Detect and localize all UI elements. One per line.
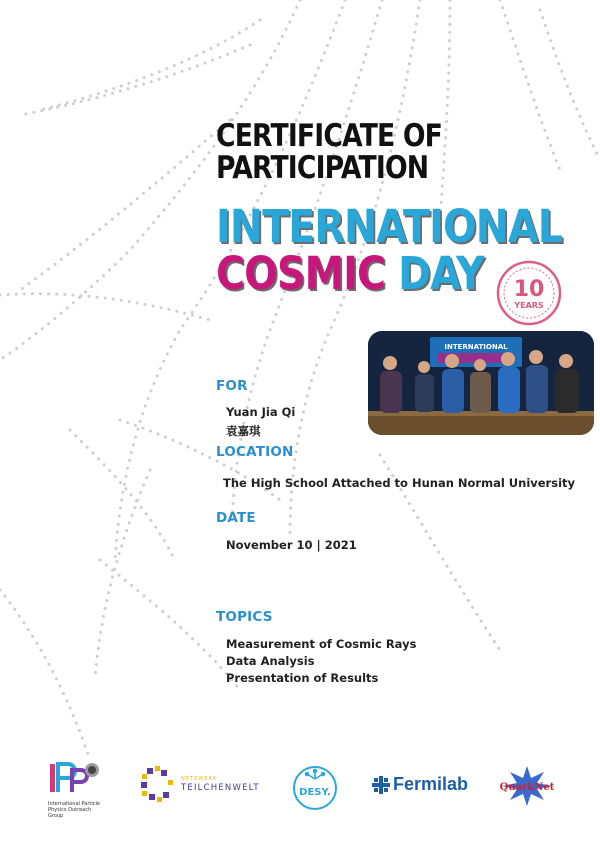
group-photo-illustration (368, 331, 594, 435)
ippog-mark-icon (48, 760, 104, 796)
event-name-line-2 (216, 247, 484, 300)
desy-circle-icon (292, 765, 338, 811)
teilchenwelt-ring-icon (139, 766, 175, 802)
fermilab-text: Fermilab (393, 774, 469, 794)
topic-item: Measurement of Cosmic Rays (226, 637, 417, 651)
netzwerk-text: NETZWERK (181, 776, 218, 782)
recipient-name-chinese: 袁嘉琪 (226, 424, 261, 438)
group-photo (368, 331, 594, 435)
topic-item: Presentation of Results (226, 671, 379, 685)
quarknet-logo (500, 764, 554, 808)
stamp-label: YEARS (514, 301, 544, 310)
topics-list (226, 636, 416, 687)
desy-logo (292, 765, 338, 811)
event-name-line-1: INTERNATIONAL (216, 200, 563, 253)
recipient-name-latin: Yuan Jia Qi (226, 405, 296, 419)
date-value: November 10 | 2021 (226, 538, 357, 552)
certificate-title-line-2: PARTICIPATION (216, 150, 429, 186)
quarknet-burst-icon (500, 764, 554, 808)
certificate-title (216, 120, 442, 184)
certificate-title-line-1: CERTIFICATE OF (216, 118, 442, 154)
location-value: The High School Attached to Hunan Normal University (223, 476, 576, 490)
quarknet-text: QuarkNet (500, 782, 554, 793)
teilchenwelt-text: TEILCHENWELT (181, 783, 260, 793)
event-name-cosmic: COSMIC (216, 247, 386, 300)
ten-years-stamp (494, 258, 564, 328)
fermilab-mark-icon (372, 776, 390, 794)
event-name-day: DAY (398, 247, 484, 300)
topics-label: TOPICS (216, 609, 273, 625)
topic-item: Data Analysis (226, 654, 315, 668)
date-label: DATE (216, 510, 256, 526)
stamp-number: 10 (513, 277, 545, 302)
ippog-logo (48, 760, 104, 819)
photo-screen-text: INTERNATIONAL (444, 343, 508, 351)
ippog-caption-2: Physics Outreach Group (48, 807, 92, 819)
teilchenwelt-logo (139, 766, 269, 802)
desy-text: DESY. (299, 787, 331, 798)
for-label: FOR (216, 378, 248, 394)
location-label: LOCATION (216, 444, 294, 460)
ippog-caption-1: International Particle (48, 801, 100, 807)
